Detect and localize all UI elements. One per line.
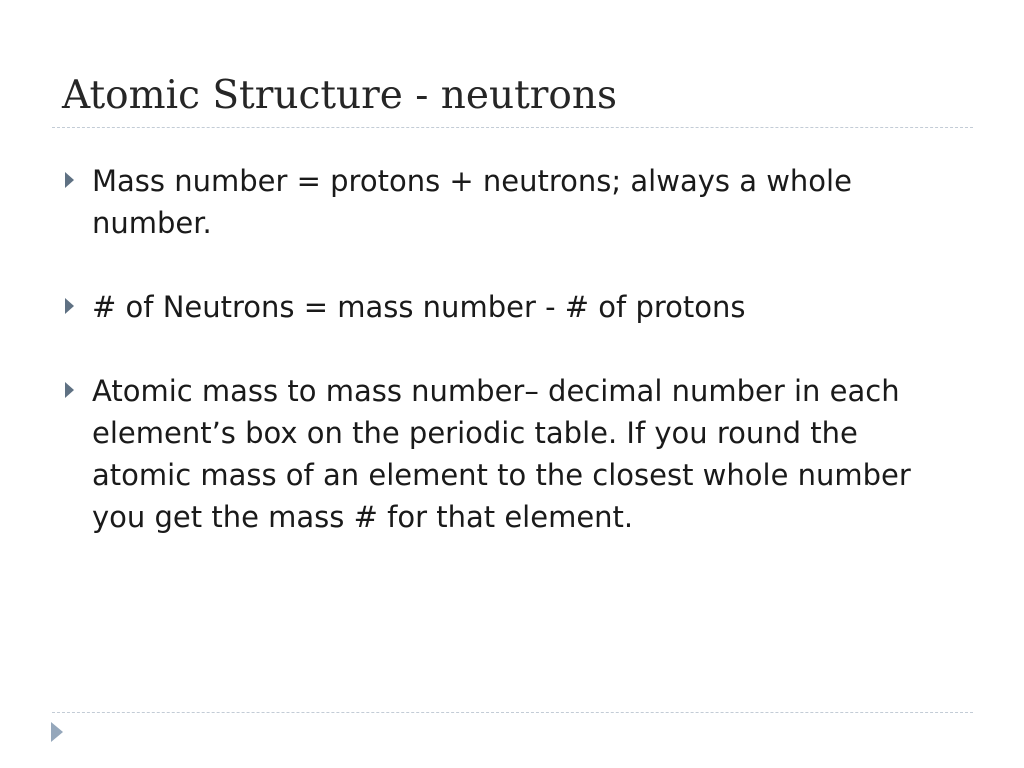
title-divider [52,127,973,128]
bullet-item [62,160,942,244]
bullet-text: # of Neutrons = mass number - # of protons [92,290,746,324]
triangle-bullet-icon [65,298,74,314]
bullet-item [62,370,942,538]
bullet-item [62,286,942,328]
bullet-text: Mass number = protons + neutrons; always a whole number. [92,164,852,240]
bullet-list [62,160,942,538]
triangle-bullet-icon [65,172,74,188]
play-triangle-icon[interactable] [51,722,63,742]
triangle-bullet-icon [65,382,74,398]
slide-title: Atomic Structure - neutrons [62,73,618,118]
bullet-text: Atomic mass to mass number– decimal number in each element’s box on the periodic table. If you round the atomic mass of an element to the closest whole number you get the mass # for that element. [92,374,911,534]
footer-divider [52,712,973,713]
